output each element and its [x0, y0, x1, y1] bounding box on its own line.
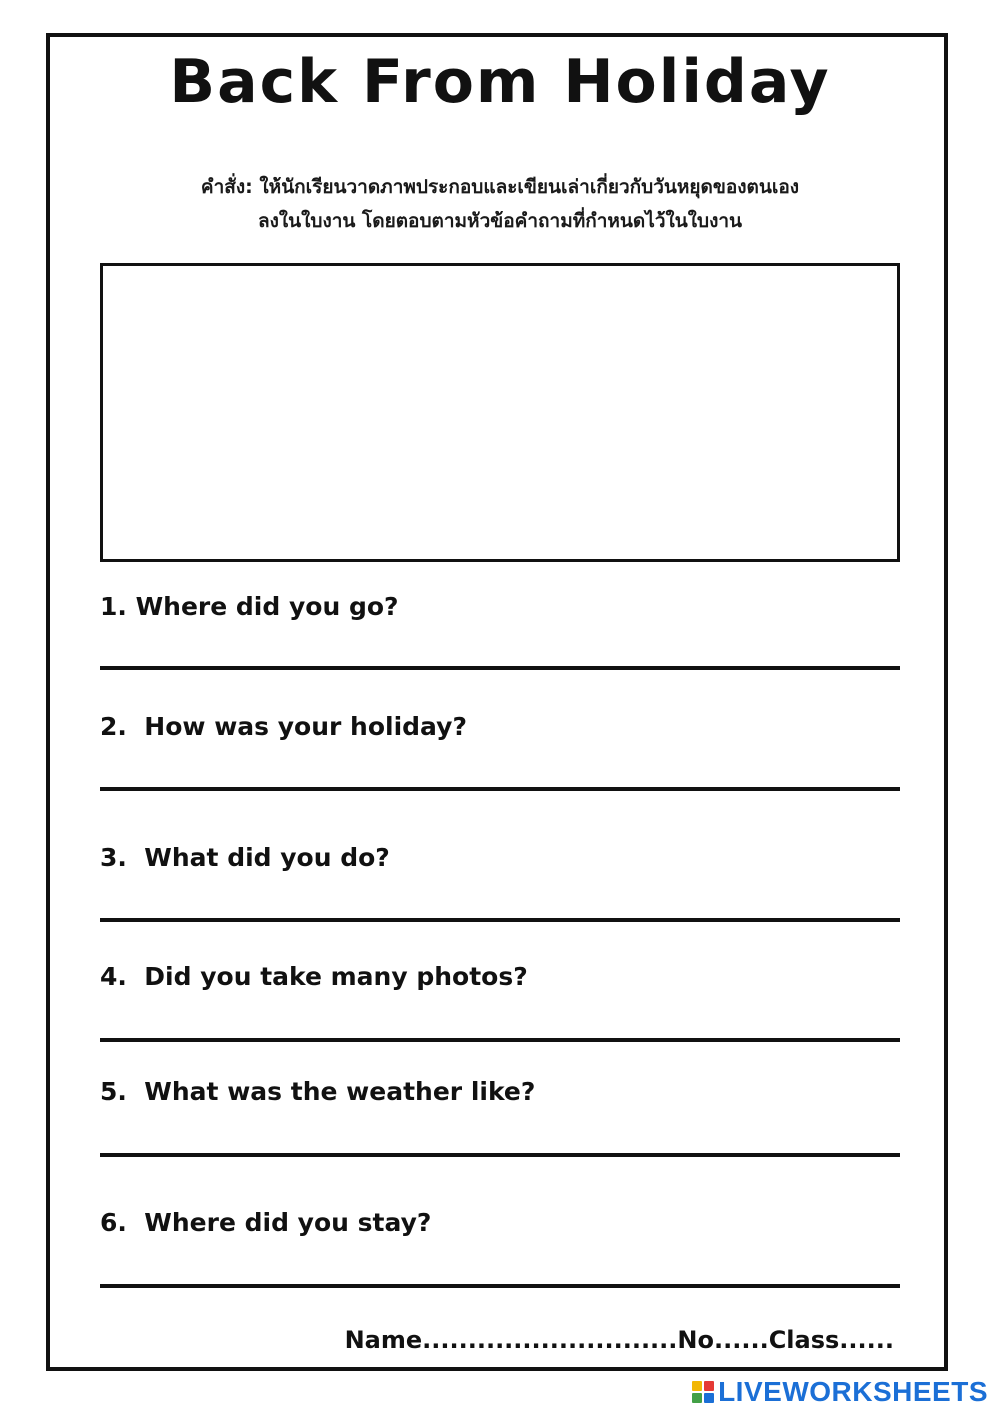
- answer-line-5[interactable]: [100, 1153, 900, 1157]
- answer-line-2[interactable]: [100, 787, 900, 791]
- question-1: 1. Where did you go?: [100, 592, 399, 621]
- name-class-footer: Name............................No......Class......: [344, 1326, 894, 1354]
- logo-text: LIVEWORKSHEETS: [718, 1376, 988, 1407]
- worksheet-title: Back From Holiday: [169, 47, 831, 117]
- logo-mark-blue: [704, 1393, 714, 1403]
- question-6: 6. Where did you stay?: [100, 1208, 432, 1237]
- logo-mark-yellow: [692, 1381, 702, 1391]
- liveworksheets-logo[interactable]: [692, 1378, 988, 1406]
- logo-mark-green: [692, 1393, 702, 1403]
- question-3: 3. What did you do?: [100, 843, 390, 872]
- answer-line-3[interactable]: [100, 918, 900, 922]
- liveworksheets-logo-icon: [692, 1381, 714, 1403]
- instructions: [0, 170, 1000, 238]
- drawing-area[interactable]: [100, 263, 900, 562]
- answer-line-4[interactable]: [100, 1038, 900, 1042]
- question-2: 2. How was your holiday?: [100, 712, 467, 741]
- instructions-line-1: คำสั่ง: ให้นักเรียนวาดภาพประกอบและเขียนเล่าเกี่ยวกับวันหยุดของตนเอง: [200, 176, 800, 198]
- answer-line-1[interactable]: [100, 666, 900, 670]
- question-4: 4. Did you take many photos?: [100, 962, 528, 991]
- instructions-line-2: ลงในใบงาน โดยตอบตามหัวข้อคำถามที่กำหนดไว้ในใบงาน: [257, 210, 743, 232]
- logo-mark-red: [704, 1381, 714, 1391]
- question-5: 5. What was the weather like?: [100, 1077, 536, 1106]
- answer-line-6[interactable]: [100, 1284, 900, 1288]
